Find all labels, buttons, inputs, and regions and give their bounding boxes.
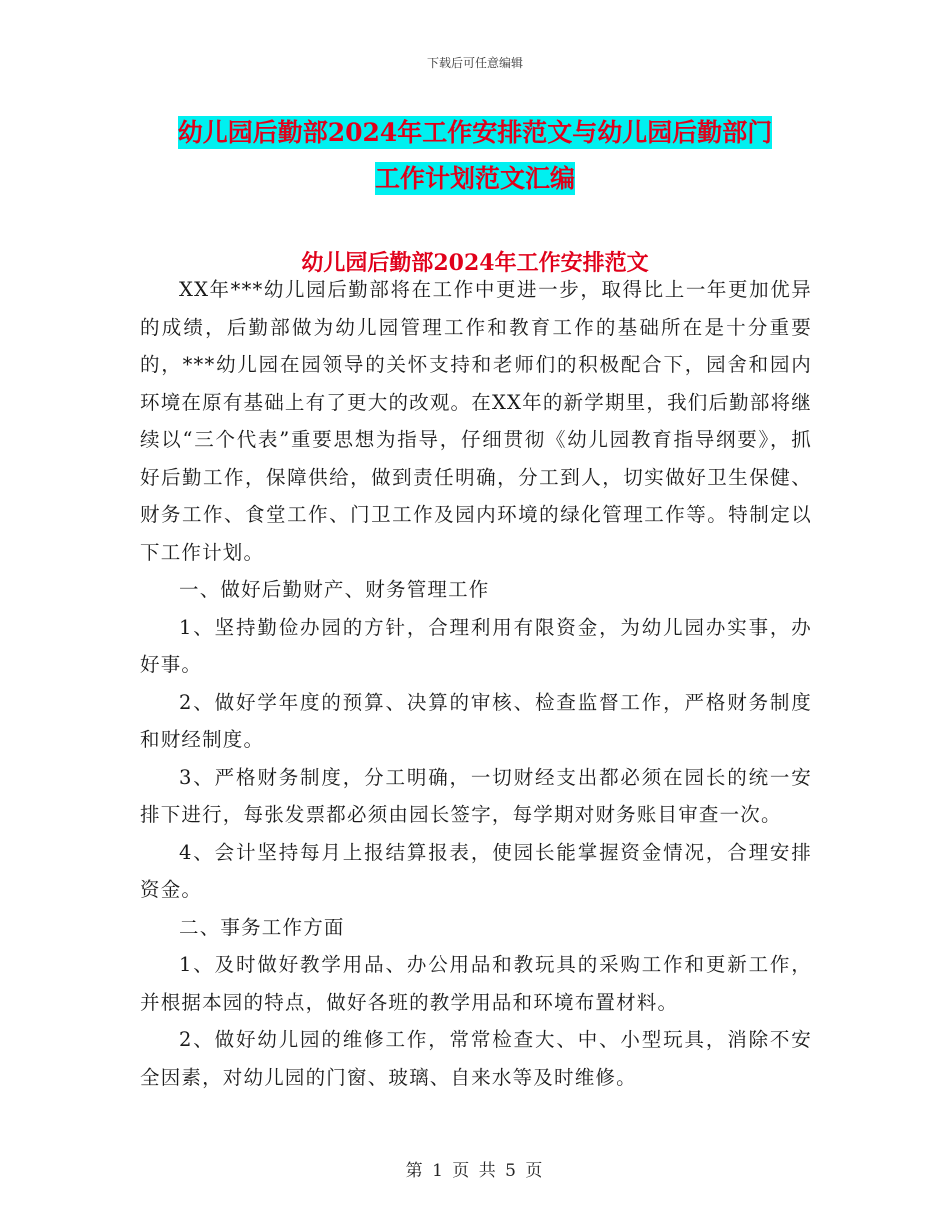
paragraph-heading: 二、事务工作方面: [179, 915, 345, 939]
paragraph: 1、及时做好教学用品、办公用品和教玩具的采购工作和更新工作，并根据本园的特点，做好各班的教学用品和环境布置材料。: [140, 953, 812, 1014]
paragraph-heading: 一、做好后勤财产、财务管理工作: [179, 578, 490, 601]
document-title: [0, 110, 950, 202]
paragraph: 1、坚持勤俭办园的方针，合理利用有限资金，为幼儿园办实事，办好事。: [140, 615, 812, 676]
paragraph: 2、做好幼儿园的维修工作，常常检查大、中、小型玩具，消除不安全因素，对幼儿园的门窗、玻璃、自来水等及时维修。: [140, 1028, 812, 1089]
header-note: 下载后可任意编辑: [426, 56, 523, 70]
title-line-2: 工作计划范文汇编: [374, 164, 575, 193]
paragraph: XX年***幼儿园后勤部将在工作中更进一步，取得比上一年更加优异的成绩，后勤部做为幼儿园管理工作和教育工作的基础所在是十分重要的，***幼儿园在园领导的关怀支持和老师们的积极配合下，园舍和园内环境在原有基础上有了更大的改观。在XX年的新学期里，我们后勤部将继续以“三个代表”重要思想为指导，仔细贯彻《幼儿园教育指导纲要》，抓好后勤工作，保障供给，做到责任明确，分工到人，切实做好卫生保健、财务工作、食堂工作、门卫工作及园内环境的绿化管理工作等。特制定以下工作计划。: [140, 278, 812, 564]
body-text: [140, 271, 812, 1096]
title-line-1: 幼儿园后勤部2024年工作安排范文与幼儿园后勤部门: [177, 118, 773, 147]
paragraph: 2、做好学年度的预算、决算的审核、检查监督工作，严格财务制度和财经制度。: [140, 690, 812, 751]
paragraph: 3、严格财务制度，分工明确，一切财经支出都必须在园长的统一安排下进行，每张发票都必须由园长签字，每学期对财务账目审查一次。: [140, 765, 812, 826]
paragraph: 4、会计坚持每月上报结算报表，使园长能掌握资金情况，合理安排资金。: [140, 840, 812, 901]
section-title: 幼儿园后勤部2024年工作安排范文: [301, 250, 649, 276]
page-footer: 第 1 页 共 5 页: [405, 1161, 545, 1181]
